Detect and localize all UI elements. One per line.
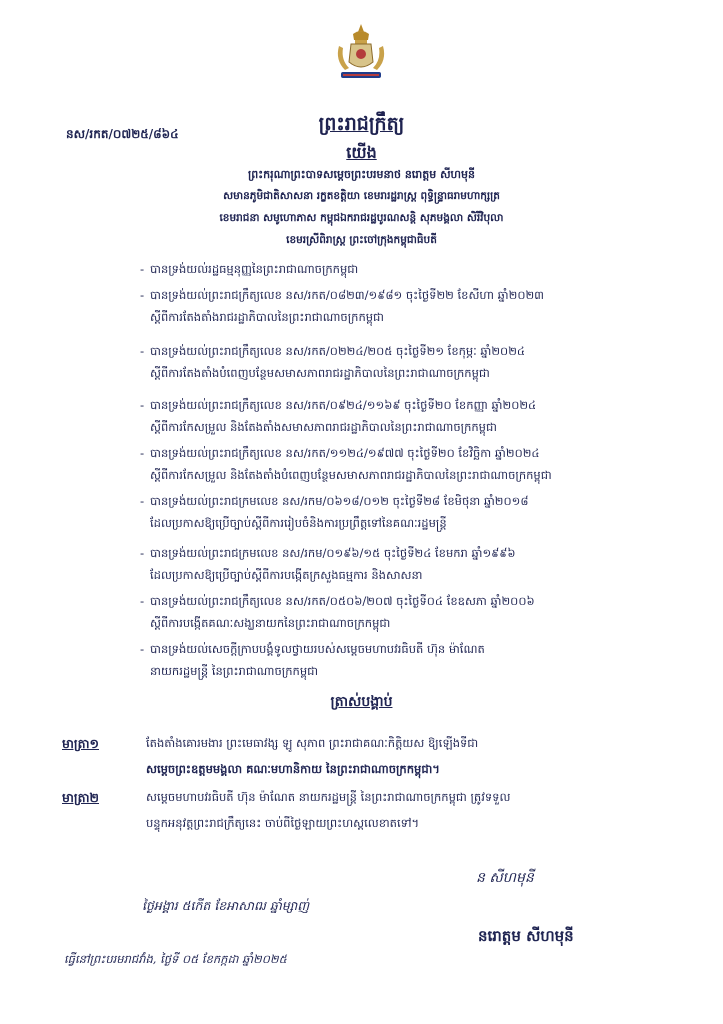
- visa-text-continued: ស្ដីពីការបង្កើតគណៈសង្ឃនាយកនៃព្រះរាជាណាចក្រកម្ពុជា: [150, 616, 391, 630]
- visa-item: [140, 542, 700, 586]
- visa-text-continued: ស្ដីពីការតែងតាំងរាជរដ្ឋាភិបាលនៃព្រះរាជាណាចក្រកម្ពុជា: [150, 310, 384, 324]
- visa-text: បានទ្រង់យល់ព្រះរាជក្រមលេខ នស/រកម/០៦១៨/០១២ ចុះថ្ងៃទី២៨ ខែមិថុនា ឆ្នាំ២០១៨: [150, 494, 529, 508]
- visa-bullet: -: [140, 288, 145, 302]
- visa-item: [140, 590, 700, 634]
- visa-text-continued: ដែលប្រកាសឱ្យប្រើច្បាប់ស្ដីពីការបង្កើតក្រសួងធម្មការ និងសាសនា: [150, 568, 423, 582]
- article-text-line: តែងតាំងគោរមងារ ព្រះមេធាវង្ស ឡូ សុភាព ព្រះរាជាគណៈកិត្តិយស ឱ្យឡើងទីជា: [146, 736, 479, 750]
- visa-text: បានទ្រង់យល់ព្រះរាជក្រឹត្យលេខ នស/រកត/០៨២៣/១៩៨១ ចុះថ្ងៃទី២២ ខែសីហា ឆ្នាំ២០២៣: [150, 288, 544, 302]
- visa-text: បានទ្រង់យល់ព្រះរាជក្រមលេខ នស/រកម/០១៩៦/១៥ ចុះថ្ងៃទី២៤ ខែមករា ឆ្នាំ១៩៩៦: [150, 546, 516, 560]
- visa-item: [140, 284, 700, 328]
- king-title-line-3: ខេមរាជនា សមូហោភាស កម្ពុជឯករាជរដ្ឋបូរណសន្តិ សុភមង្គលា សិរីវិបុលា: [219, 212, 504, 224]
- lunar-date: ថ្ងៃអង្គារ ៥កើត ខែអាសាឍ ឆ្នាំម្សាញ់: [142, 898, 310, 913]
- visa-bullet: -: [140, 446, 145, 460]
- visa-text-continued: ស្ដីពីការកែសម្រួល និងតែងតាំងសមាសភាពរាជរដ្ឋាភិបាលនៃព្រះរាជាណាចក្រកម្ពុជា: [150, 420, 497, 434]
- visa-bullet: -: [140, 494, 145, 508]
- visa-text: បានទ្រង់យល់ព្រះរាជក្រឹត្យលេខ នស/រកត/០២២៤/២០៥ ចុះថ្ងៃទី២១ ខែកុម្ភៈ ឆ្នាំ២០២៤: [150, 344, 526, 358]
- article-1-text: [146, 730, 706, 782]
- visa-bullet: -: [140, 262, 145, 276]
- royal-signature: ន សីហមុនី: [476, 870, 534, 886]
- visa-bullet: -: [140, 546, 145, 560]
- article-text-line: សម្ដេចព្រះឧត្ដមមង្គលា គណៈមហានិកាយ នៃព្រះរាជាណាចក្រកម្ពុជា។: [146, 762, 440, 776]
- article-text-line: បន្ទុកអនុវត្តព្រះរាជក្រឹត្យនេះ ចាប់ពីថ្ងៃឡាយព្រះហស្តលេខាតទៅ។: [146, 816, 420, 830]
- king-title-line-1: ព្រះករុណាព្រះបាទសម្ដេចព្រះបរមនាថ នរោត្តម សីហមុនី: [248, 168, 475, 181]
- article-2-label: មាត្រា២: [62, 790, 99, 805]
- visa-text-continued: ស្ដីពីការកែសម្រួល និងតែងតាំងបំពេញបន្ថែមសមាសភាពរាជរដ្ឋាភិបាលនៃព្រះរាជាណាចក្រកម្ពុជា: [150, 468, 552, 482]
- signer-name: នរោត្តម សីហមុនី: [478, 927, 574, 945]
- visa-text: បានទ្រង់យល់ព្រះរាជក្រឹត្យលេខ នស/រកត/០៩២៤/១១៦៩ ចុះថ្ងៃទី២០ ខែកញ្ញា ឆ្នាំ២០២៤: [150, 398, 537, 412]
- king-title-line-2: សមានភូមិជាតិសាសនា រក្ខតខត្តិយា ខេមរារដ្ឋរាស្ត្រ ពុទ្ធិន្ទ្រាធរាមហាក្សត្រ: [223, 190, 500, 202]
- visa-bullet: -: [140, 594, 145, 608]
- visa-item: [140, 442, 700, 486]
- article-1-label: មាត្រា១: [62, 736, 99, 751]
- visa-bullet: -: [140, 398, 145, 412]
- visa-text: បានទ្រង់យល់ព្រះរាជក្រឹត្យលេខ នស/រកត/០៥០៦/២០៧ ចុះថ្ងៃទី០៤ ខែឧសភា ឆ្នាំ២០០៦: [150, 594, 535, 608]
- order-heading: ត្រាស់បង្គាប់: [330, 694, 393, 710]
- visa-item: [140, 394, 700, 438]
- article-text-line: សម្ដេចមហាបវរធិបតី ហ៊ុន ម៉ាណែត នាយករដ្ឋមន្ត្រី នៃព្រះរាជាណាចក្រកម្ពុជា ត្រូវទទួល: [146, 790, 511, 804]
- place-and-date: ធ្វើនៅព្រះបរមរាជវាំង, ថ្ងៃទី ០៥ ខែកក្កដា ឆ្នាំ២០២៥: [64, 952, 287, 966]
- visa-text: បានទ្រង់យល់ព្រះរាជក្រឹត្យលេខ នស/រកត/១១២៤/១៩៧៧ ចុះថ្ងៃទី២០ ខែវិច្ឆិកា ឆ្នាំ២០២៤: [150, 446, 540, 460]
- visa-item: [140, 340, 700, 384]
- visa-bullet: -: [140, 344, 145, 358]
- visa-item: [140, 490, 700, 534]
- king-title-line-4: ខេមរស្រីពិរាស្ត្រ ព្រះចៅក្រុងកម្ពុជាធិបតី: [286, 234, 437, 246]
- article-2-text: [146, 784, 706, 836]
- decree-reference-number: នស/រកត/០៧២៥/៨៦៤: [66, 127, 179, 141]
- visa-item: [140, 258, 700, 280]
- visa-text: បានទ្រង់យល់សេចក្ដីក្រាបបង្គំទូលថ្វាយរបស់សម្ដេចមហាបវរធិបតី ហ៊ុន ម៉ាណែត: [150, 642, 485, 656]
- visa-text-continued: នាយករដ្ឋមន្ត្រី នៃព្រះរាជាណាចក្រកម្ពុជា: [150, 664, 319, 678]
- visa-bullet: -: [140, 642, 145, 656]
- royal-coat-of-arms-emblem: [331, 22, 391, 84]
- visa-text-continued: ស្ដីពីការតែងតាំងបំពេញបន្ថែមសមាសភាពរាជរដ្ឋាភិបាលនៃព្រះរាជាណាចក្រកម្ពុជា: [150, 366, 490, 380]
- visa-text-continued: ដែលប្រកាសឱ្យប្រើច្បាប់ស្ដីពីការរៀបចំនិងការប្រព្រឹត្តទៅនៃគណៈរដ្ឋមន្ត្រី: [150, 516, 447, 530]
- visa-item: [140, 638, 700, 682]
- we-heading: យើង: [346, 143, 377, 162]
- decree-title: ព្រះរាជក្រឹត្យ: [318, 113, 405, 135]
- visa-text: បានទ្រង់យល់រដ្ឋធម្មនុញ្ញនៃព្រះរាជាណាចក្រកម្ពុជា: [150, 262, 359, 276]
